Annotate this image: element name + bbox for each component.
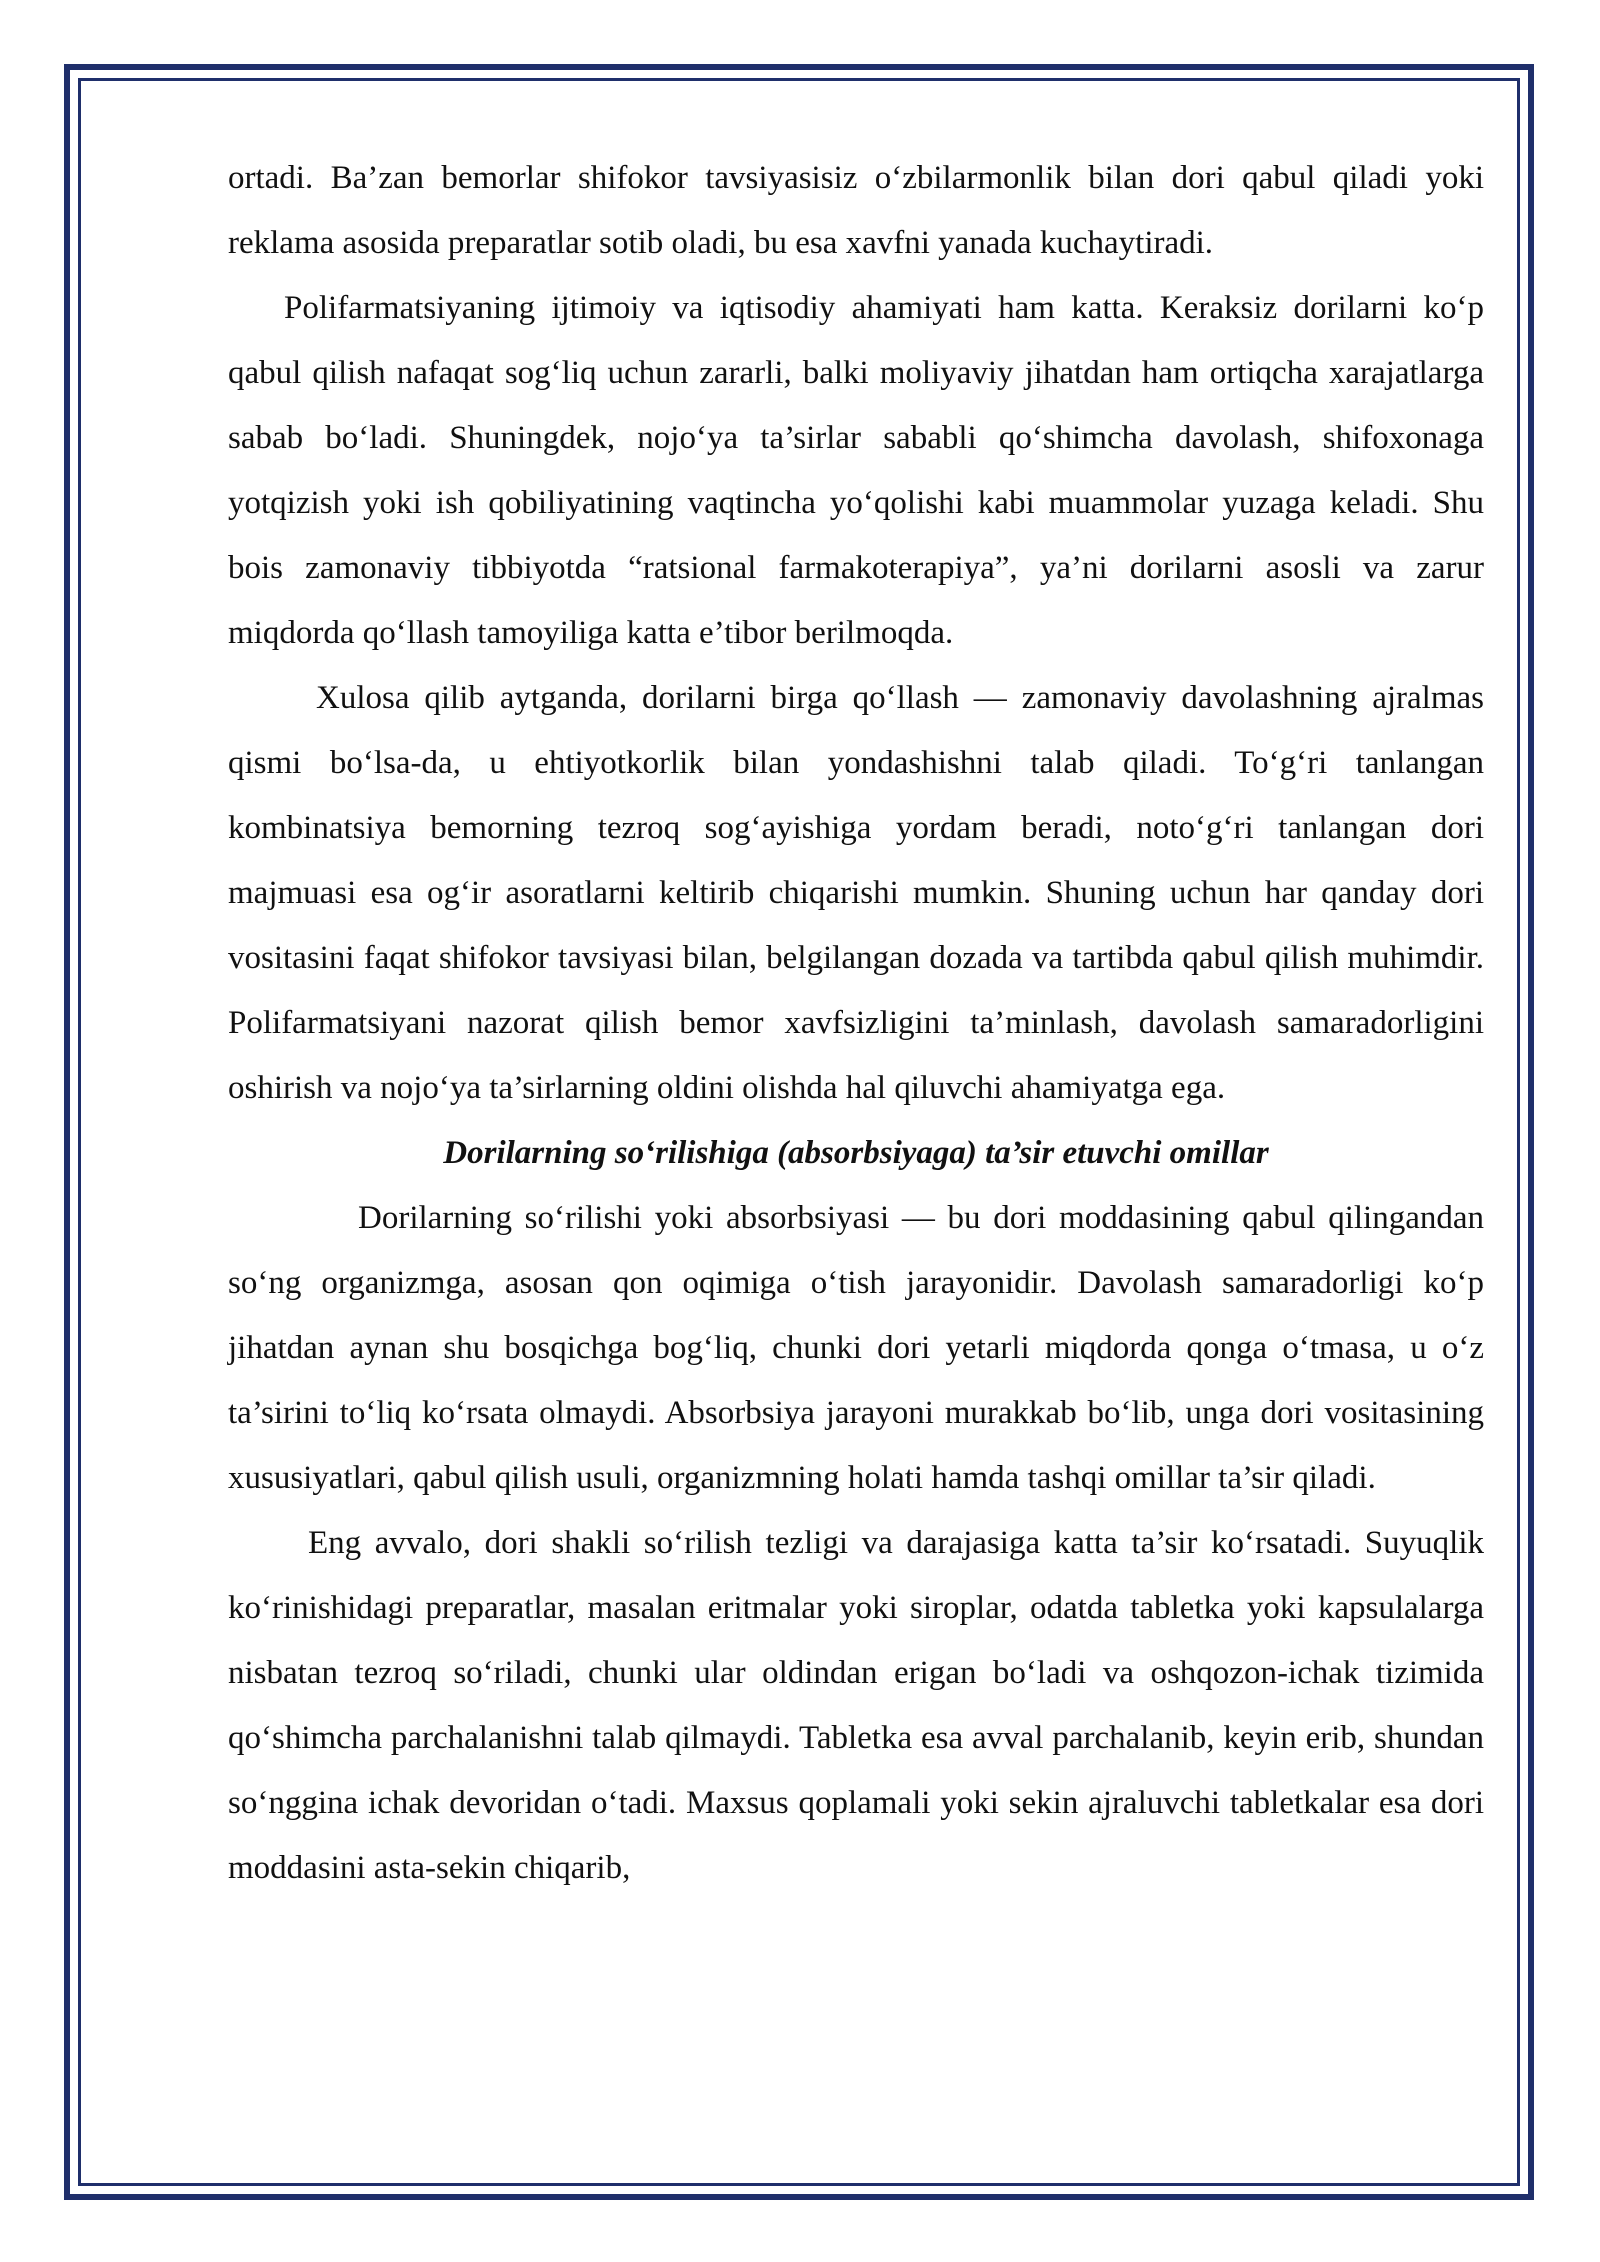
section-heading: Dorilarning so‘rilishiga (absorbsiyaga) ta’sir etuvchi omillar — [443, 1135, 1269, 1171]
paragraph-absorption-definition: Dorilarning so‘rilishi yoki absorbsiyasi — bu dori moddasining qabul qilingandan so‘ng organizmga, asosan qon oqimiga o‘tish jarayonidir. Davolash samaradorligi ko‘p jihatdan aynan shu bosqichga bog‘liq, chunki dori yetarli miqdorda qonga o‘tmasa, u o‘z ta’sirini to‘liq ko‘rsata olmaydi. Absorbsiya jarayoni murakkab bo‘lib, unga dori vositasining xususiyatlari, qabul qilish usuli, organizmning holati hamda tashqi omillar ta’sir qiladi. — [228, 1200, 1484, 1496]
paragraph-dosage-form: Eng avvalo, dori shakli so‘rilish tezligi va darajasiga katta ta’sir ko‘rsatadi. Suyuqlik ko‘rinishidagi preparatlar, masalan eritmalar yoki siroplar, odatda tabletka yoki kapsulalarga nisbatan tezroq so‘riladi, chunki ular oldindan erigan bo‘ladi va oshqozon-ichak tizimida qo‘shimcha parchalanishni talab qilmaydi. Tabletka esa avval parchalanib, keyin erib, shundan so‘nggina ichak devoridan o‘tadi. Maxsus qoplamali yoki sekin ajraluvchi tabletkalar esa dori moddasini asta-sekin chiqarib, — [228, 1525, 1484, 1886]
paragraph-conclusion: Xulosa qilib aytganda, dorilarni birga qo‘llash — zamonaviy davolashning ajralmas qismi bo‘lsa-da, u ehtiyotkorlik bilan yondashishni talab qiladi. To‘g‘ri tanlangan kombinatsiya bemorning tezroq sog‘ayishiga yordam beradi, noto‘g‘ri tanlangan dori majmuasi esa og‘ir asoratlarni keltirib chiqarishi mumkin. Shuning uchun har qanday dori vositasini faqat shifokor tavsiyasi bilan, belgilangan dozada va tartibda qabul qilish muhimdir. Polifarmatsiyani nazorat qilish bemor xavfsizligini ta’minlash, davolash samaradorligini oshirish va nojo‘ya ta’sirlarning oldini olishda hal qiluvchi ahamiyatga ega. — [228, 680, 1484, 1106]
document-body — [228, 146, 1484, 1901]
paragraph-continuation: ortadi. Ba’zan bemorlar shifokor tavsiyasisiz o‘zbilarmonlik bilan dori qabul qiladi yoki reklama asosida preparatlar sotib oladi, bu esa xavfni yanada kuchaytiradi. — [228, 160, 1484, 261]
paragraph-polypharmacy-significance: Polifarmatsiyaning ijtimoiy va iqtisodiy ahamiyati ham katta. Keraksiz dorilarni ko‘p qabul qilish nafaqat sog‘liq uchun zararli, balki moliyaviy jihatdan ham ortiqcha xarajatlarga sabab bo‘ladi. Shuningdek, nojo‘ya ta’sirlar sababli qo‘shimcha davolash, shifoxonaga yotqizish yoki ish qobiliyatining vaqtincha yo‘qolishi kabi muammolar yuzaga keladi. Shu bois zamonaviy tibbiyotda “ratsional farmakoterapiya”, ya’ni dorilarni asosli va zarur miqdorda qo‘llash tamoyiliga katta e’tibor berilmoqda. — [228, 290, 1484, 651]
